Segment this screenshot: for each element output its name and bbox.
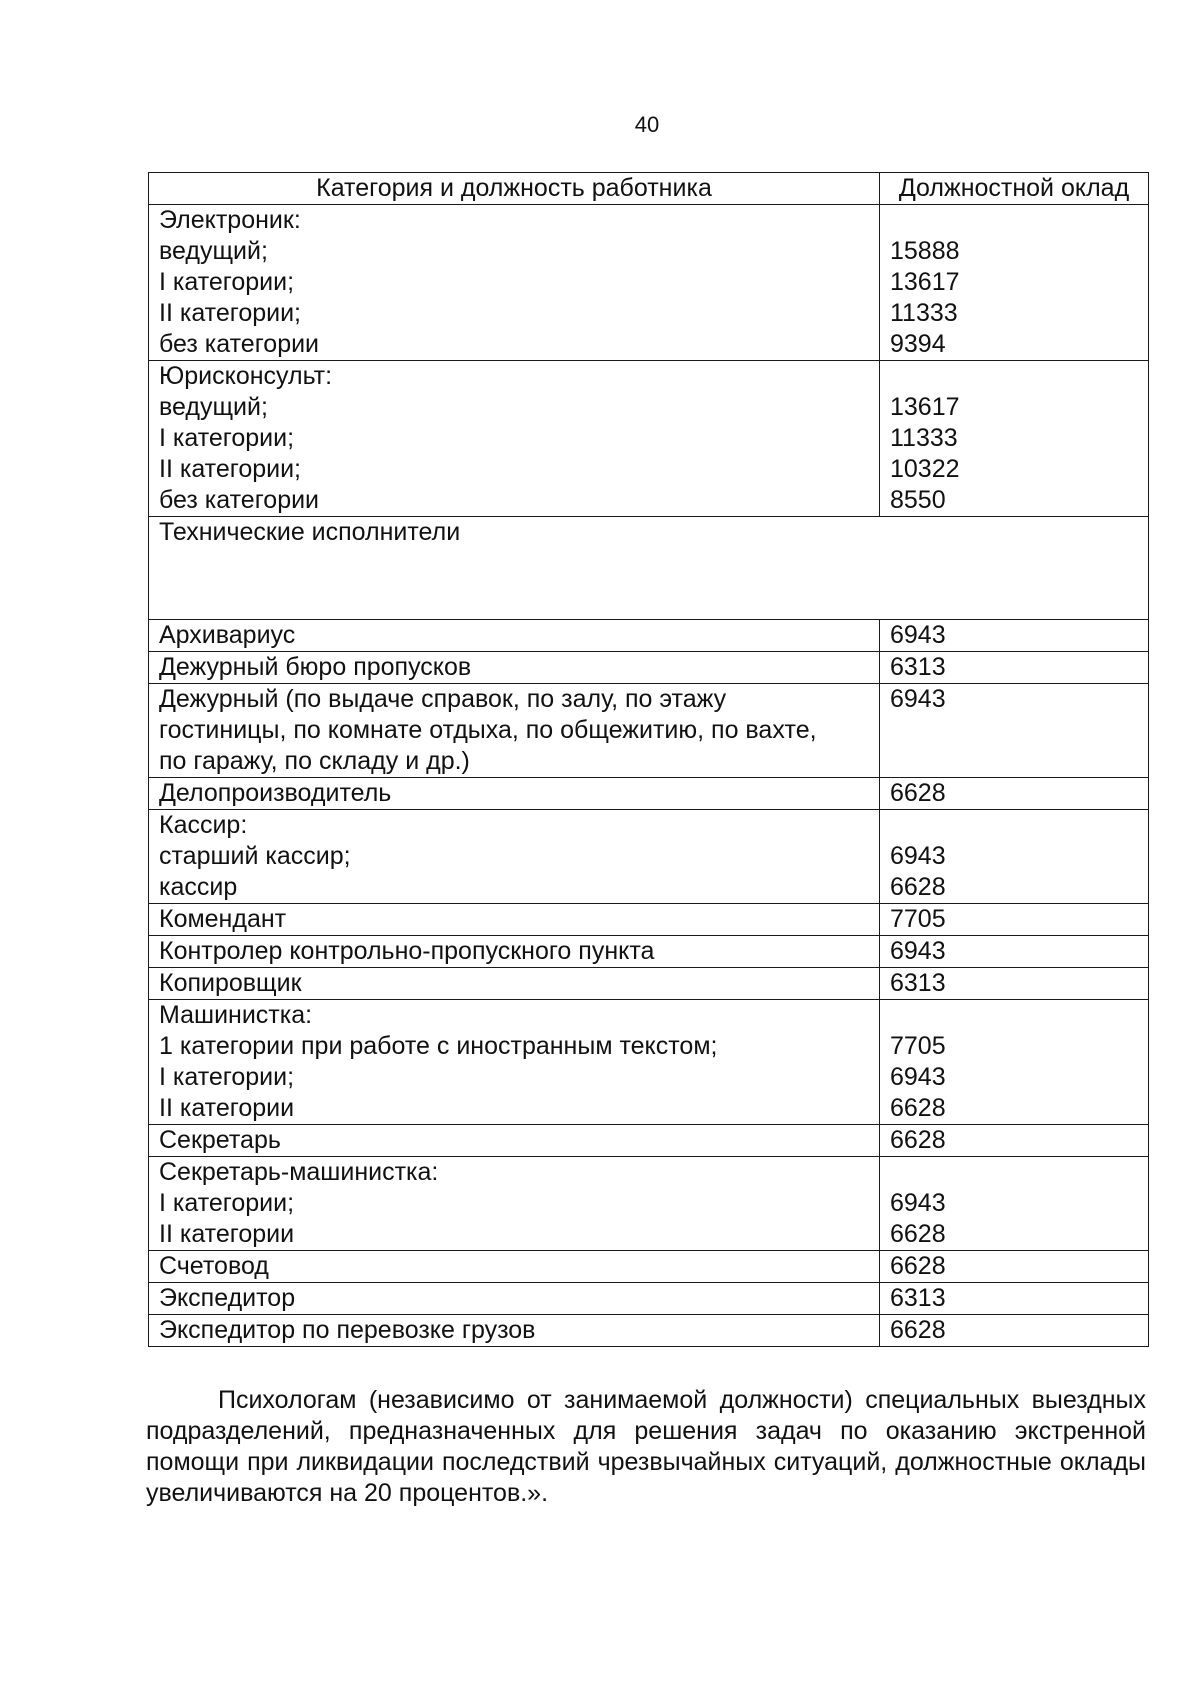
salary-value	[890, 1000, 1138, 1031]
section-title: Технические исполнители	[149, 517, 1149, 620]
salary-cell	[880, 684, 1149, 778]
position-line: Копировщик	[159, 969, 302, 997]
position-cell	[149, 620, 880, 652]
position-cell	[149, 1251, 880, 1283]
position-line: Дежурный (по выдаче справок, по залу, по этажу	[159, 685, 727, 713]
footnote-paragraph: Психологам (независимо от занимаемой должности) специальных выездных подразделений, предназначенных для решения задач по оказанию экстренной помощи при ликвидации последствий чрезвычайных ситуаций, должностные оклады увеличиваются на 20 процентов.».	[146, 1386, 1146, 1507]
position-line: Экспедитор	[159, 1284, 296, 1312]
salary-value	[890, 715, 1138, 746]
position-cell	[149, 904, 880, 936]
salary-value: 10322	[890, 455, 960, 483]
position-line: II категории	[159, 1220, 295, 1248]
salary-value: 6313	[890, 969, 946, 997]
salary-value: 6943	[890, 621, 946, 649]
position-line: кассир	[159, 873, 238, 901]
table-row	[149, 361, 1149, 517]
salary-value	[890, 205, 1138, 236]
salary-value: 7705	[890, 905, 946, 933]
salary-value: 11333	[890, 299, 958, 327]
position-line: по гаражу, по складу и др.)	[159, 747, 470, 775]
header-position: Категория и должность работника	[149, 173, 880, 205]
section-row	[149, 517, 1149, 620]
salary-value: 8550	[890, 486, 946, 514]
salary-cell	[880, 810, 1149, 904]
table-row	[149, 904, 1149, 936]
position-line: Юрисконсульт:	[159, 362, 333, 390]
salary-value: 6628	[890, 1094, 946, 1122]
salary-value	[890, 810, 1138, 841]
salary-cell	[880, 620, 1149, 652]
table-row	[149, 968, 1149, 1000]
salary-value: 6628	[890, 1220, 946, 1248]
table-row	[149, 1283, 1149, 1315]
position-line: I категории;	[159, 1063, 295, 1091]
salary-value: 6313	[890, 653, 946, 681]
table-row	[149, 778, 1149, 810]
position-line: Машинистка:	[159, 1001, 313, 1029]
position-cell	[149, 652, 880, 684]
position-line: Архивариус	[159, 621, 296, 649]
table-row	[149, 810, 1149, 904]
salary-value: 6943	[890, 685, 946, 713]
table-row	[149, 1315, 1149, 1347]
position-line: II категории;	[159, 299, 302, 327]
salary-value: 6943	[890, 1189, 946, 1217]
header-salary: Должностной оклад	[880, 173, 1149, 205]
position-line: Экспедитор по перевозке грузов	[159, 1316, 536, 1344]
position-cell	[149, 361, 880, 517]
salary-value: 6943	[890, 937, 946, 965]
salary-cell	[880, 1251, 1149, 1283]
salary-value: 6628	[890, 1316, 946, 1344]
position-line: I категории;	[159, 1189, 295, 1217]
position-cell	[149, 684, 880, 778]
salary-cell	[880, 1283, 1149, 1315]
position-line: Секретарь-машинистка:	[159, 1158, 439, 1186]
salary-cell	[880, 1315, 1149, 1347]
position-line: II категории;	[159, 455, 302, 483]
salary-value: 7705	[890, 1032, 946, 1060]
salary-cell	[880, 968, 1149, 1000]
salary-value: 6628	[890, 1126, 946, 1154]
salary-cell	[880, 205, 1149, 361]
salary-value: 13617	[890, 268, 960, 296]
position-line: I категории;	[159, 268, 295, 296]
salary-cell	[880, 904, 1149, 936]
position-cell	[149, 1125, 880, 1157]
position-cell	[149, 1000, 880, 1125]
salary-cell	[880, 361, 1149, 517]
salary-value	[890, 361, 1138, 392]
table-row	[149, 620, 1149, 652]
position-cell	[149, 968, 880, 1000]
table-row	[149, 684, 1149, 778]
position-cell	[149, 810, 880, 904]
salary-cell	[880, 1157, 1149, 1251]
salary-cell	[880, 936, 1149, 968]
salary-value: 15888	[890, 237, 960, 265]
table-row	[149, 1125, 1149, 1157]
position-cell	[149, 1315, 880, 1347]
salary-value	[890, 746, 1138, 777]
position-line: без категории	[159, 330, 320, 358]
salary-value: 6943	[890, 842, 946, 870]
salary-value: 6943	[890, 1063, 946, 1091]
table-row	[149, 1000, 1149, 1125]
table-row	[149, 652, 1149, 684]
position-line: Дежурный бюро пропусков	[159, 653, 472, 681]
salary-cell	[880, 1000, 1149, 1125]
position-line: I категории;	[159, 424, 295, 452]
table-header-row	[149, 173, 1149, 205]
position-cell	[149, 1283, 880, 1315]
table-row	[149, 205, 1149, 361]
position-line: Секретарь	[159, 1126, 281, 1154]
position-cell	[149, 1157, 880, 1251]
salary-value: 6628	[890, 873, 946, 901]
position-line: Электроник:	[159, 206, 301, 234]
position-line: 1 категории при работе с иностранным текстом;	[159, 1032, 718, 1060]
table-row	[149, 1251, 1149, 1283]
table-row	[149, 1157, 1149, 1251]
table-row	[149, 936, 1149, 968]
position-line: Комендант	[159, 905, 287, 933]
position-line: Делопроизводитель	[159, 779, 392, 807]
position-cell	[149, 778, 880, 810]
salary-cell	[880, 1125, 1149, 1157]
position-line: без категории	[159, 486, 320, 514]
page-number: 40	[634, 112, 660, 137]
position-line: ведущий;	[159, 237, 268, 265]
salary-cell	[880, 778, 1149, 810]
salary-value: 6628	[890, 779, 946, 807]
salary-cell	[880, 652, 1149, 684]
salary-value: 13617	[890, 393, 960, 421]
position-line: Контролер контрольно-пропускного пункта	[159, 937, 655, 965]
position-line: ведущий;	[159, 393, 268, 421]
position-cell	[149, 936, 880, 968]
position-line: старший кассир;	[159, 842, 351, 870]
position-cell	[149, 205, 880, 361]
position-line: Кассир:	[159, 811, 248, 839]
salary-value: 6628	[890, 1252, 946, 1280]
salary-value	[890, 1157, 1138, 1188]
position-line: Счетовод	[159, 1252, 269, 1280]
salary-value: 6313	[890, 1284, 946, 1312]
position-line: гостиницы, по комнате отдыха, по общежитию, по вахте,	[159, 716, 817, 744]
salary-table	[148, 172, 1149, 1347]
position-line: II категории	[159, 1094, 295, 1122]
salary-value: 11333	[890, 424, 958, 452]
salary-value: 9394	[890, 330, 946, 358]
